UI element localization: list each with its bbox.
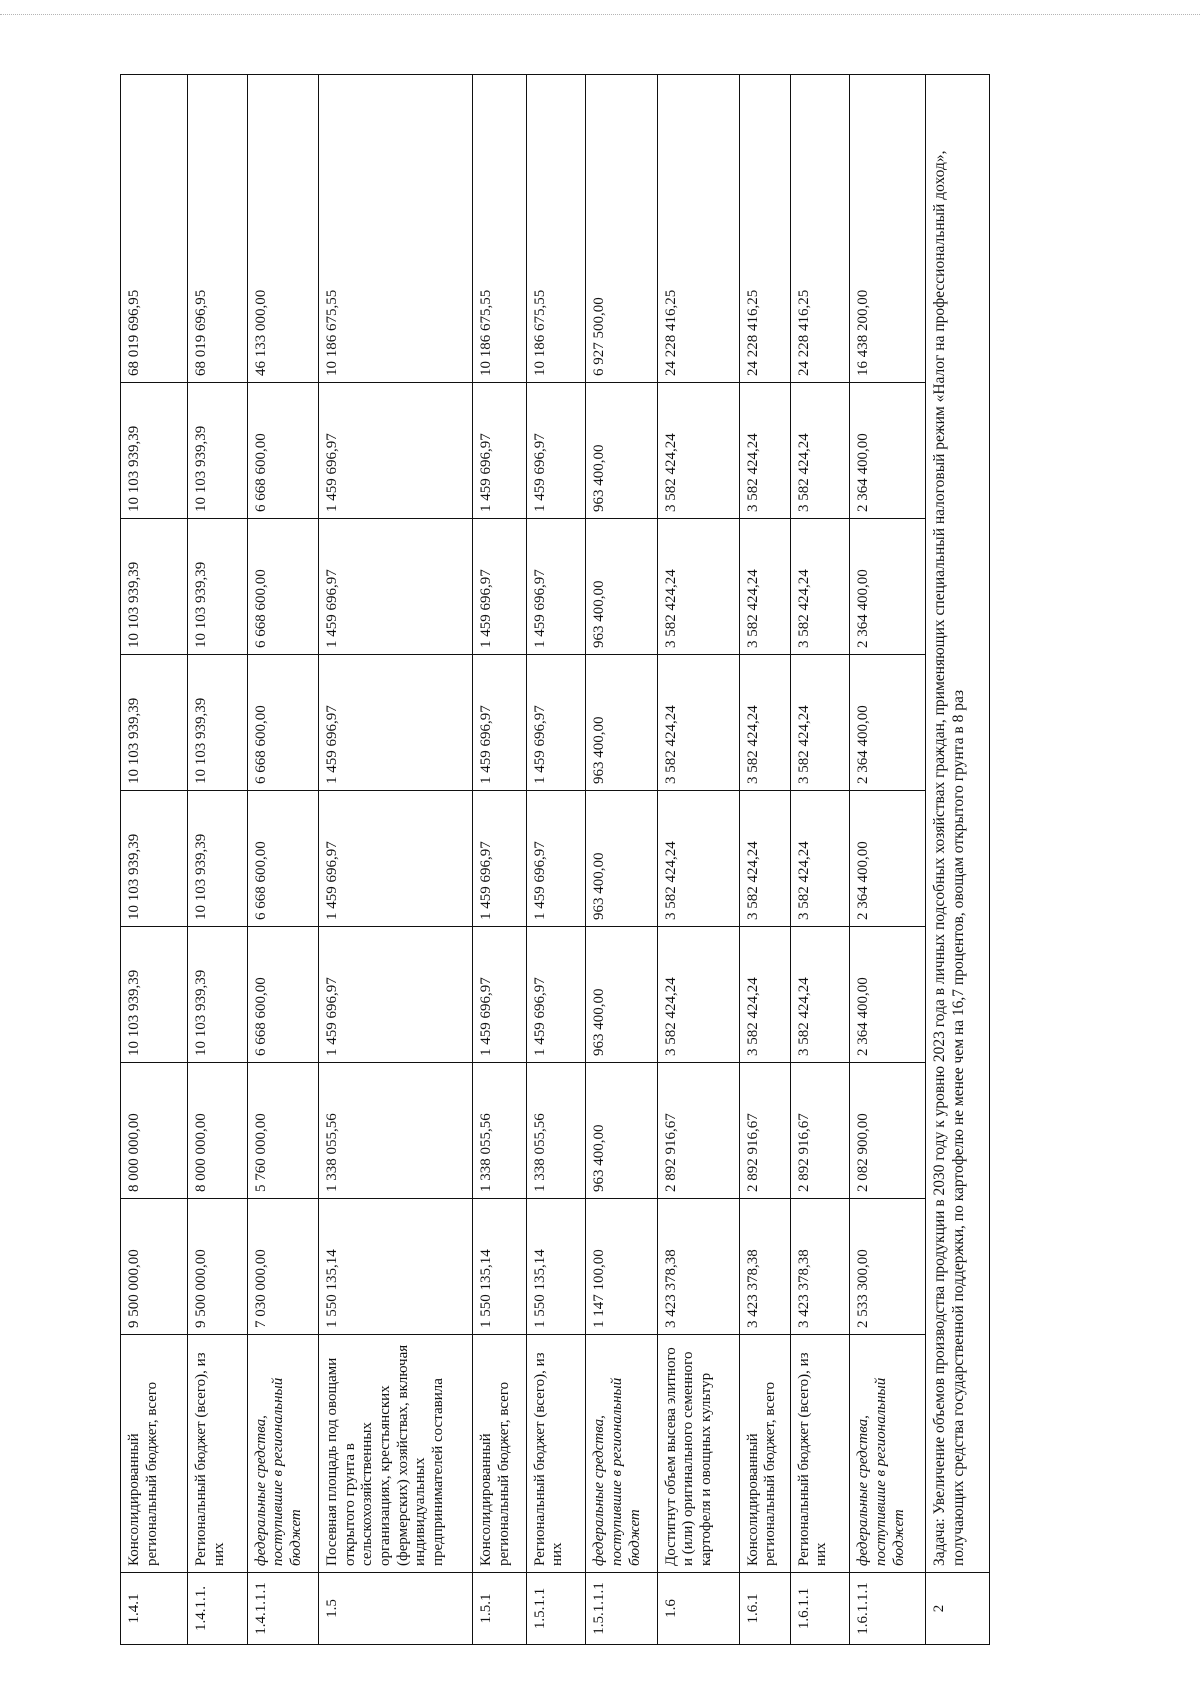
total-cell: 46 133 000,00 bbox=[247, 75, 318, 383]
row-number: 1.4.1.1.1 bbox=[247, 1573, 318, 1645]
value-cell: 10 103 939,39 bbox=[121, 383, 188, 519]
value-cell: 1 338 055,56 bbox=[319, 1063, 473, 1199]
row-name: Консолидированный региональный бюджет, всего bbox=[739, 1335, 790, 1573]
value-cell: 3 582 424,24 bbox=[657, 655, 739, 791]
value-cell: 1 459 696,97 bbox=[319, 927, 473, 1063]
value-cell: 3 582 424,24 bbox=[739, 383, 790, 519]
value-cell: 1 459 696,97 bbox=[319, 383, 473, 519]
value-cell: 10 103 939,39 bbox=[121, 791, 188, 927]
value-cell: 963 400,00 bbox=[586, 383, 657, 519]
row-name: Достигнут объем высева элитного и (или) оригинального семенного картофеля и овощных культур bbox=[657, 1335, 739, 1573]
table-row bbox=[850, 75, 926, 1645]
table-row bbox=[586, 75, 657, 1645]
row-number: 1.5.1 bbox=[473, 1573, 526, 1645]
value-cell: 10 103 939,39 bbox=[121, 519, 188, 655]
value-cell: 6 668 600,00 bbox=[247, 655, 318, 791]
budget-table bbox=[120, 74, 990, 1645]
value-cell: 1 459 696,97 bbox=[526, 927, 586, 1063]
value-cell: 3 582 424,24 bbox=[739, 519, 790, 655]
value-cell: 1 459 696,97 bbox=[526, 519, 586, 655]
scan-edge-line bbox=[0, 14, 1200, 15]
table-row bbox=[657, 75, 739, 1645]
value-cell: 2 364 400,00 bbox=[850, 791, 926, 927]
value-cell: 9 500 000,00 bbox=[188, 1199, 248, 1335]
value-cell: 6 668 600,00 bbox=[247, 383, 318, 519]
table-row bbox=[319, 75, 473, 1645]
row-name: Региональный бюджет (всего), из них bbox=[188, 1335, 248, 1573]
value-cell: 3 423 378,38 bbox=[739, 1199, 790, 1335]
value-cell: 3 582 424,24 bbox=[790, 655, 850, 791]
total-cell: 24 228 416,25 bbox=[657, 75, 739, 383]
value-cell: 1 459 696,97 bbox=[319, 655, 473, 791]
value-cell: 3 582 424,24 bbox=[657, 383, 739, 519]
value-cell: 2 364 400,00 bbox=[850, 927, 926, 1063]
value-cell: 1 459 696,97 bbox=[473, 927, 526, 1063]
value-cell: 1 550 135,14 bbox=[319, 1199, 473, 1335]
value-cell: 3 582 424,24 bbox=[790, 927, 850, 1063]
value-cell: 1 459 696,97 bbox=[319, 519, 473, 655]
value-cell: 3 582 424,24 bbox=[739, 655, 790, 791]
value-cell: 1 459 696,97 bbox=[473, 791, 526, 927]
value-cell: 6 668 600,00 bbox=[247, 519, 318, 655]
row-number: 1.5.1.1 bbox=[526, 1573, 586, 1645]
value-cell: 963 400,00 bbox=[586, 791, 657, 927]
row-number: 1.5 bbox=[319, 1573, 473, 1645]
value-cell: 1 459 696,97 bbox=[526, 655, 586, 791]
total-cell: 68 019 696,95 bbox=[121, 75, 188, 383]
row-number: 1.6.1.1.1 bbox=[850, 1573, 926, 1645]
value-cell: 1 459 696,97 bbox=[526, 791, 586, 927]
row-number: 1.6 bbox=[657, 1573, 739, 1645]
row-name: федеральные средства, поступившие в региональный бюджет bbox=[247, 1335, 318, 1573]
value-cell: 1 459 696,97 bbox=[473, 655, 526, 791]
value-cell: 2 533 300,00 bbox=[850, 1199, 926, 1335]
value-cell: 10 103 939,39 bbox=[188, 655, 248, 791]
value-cell: 5 760 000,00 bbox=[247, 1063, 318, 1199]
value-cell: 2 892 916,67 bbox=[739, 1063, 790, 1199]
total-cell: 10 186 675,55 bbox=[473, 75, 526, 383]
value-cell: 3 582 424,24 bbox=[790, 383, 850, 519]
value-cell: 10 103 939,39 bbox=[188, 383, 248, 519]
total-cell: 6 927 500,00 bbox=[586, 75, 657, 383]
value-cell: 1 459 696,97 bbox=[526, 383, 586, 519]
value-cell: 8 000 000,00 bbox=[121, 1063, 188, 1199]
value-cell: 963 400,00 bbox=[586, 519, 657, 655]
value-cell: 1 338 055,56 bbox=[526, 1063, 586, 1199]
value-cell: 1 459 696,97 bbox=[473, 519, 526, 655]
row-name: Консолидированный региональный бюджет, всего bbox=[121, 1335, 188, 1573]
value-cell: 1 338 055,56 bbox=[473, 1063, 526, 1199]
total-cell: 24 228 416,25 bbox=[790, 75, 850, 383]
value-cell: 2 364 400,00 bbox=[850, 383, 926, 519]
value-cell: 2 892 916,67 bbox=[657, 1063, 739, 1199]
row-number: 1.5.1.1.1 bbox=[586, 1573, 657, 1645]
value-cell: 1 459 696,97 bbox=[473, 383, 526, 519]
value-cell: 3 423 378,38 bbox=[790, 1199, 850, 1335]
table-row bbox=[790, 75, 850, 1645]
value-cell: 1 550 135,14 bbox=[473, 1199, 526, 1335]
value-cell: 963 400,00 bbox=[586, 655, 657, 791]
value-cell: 1 459 696,97 bbox=[319, 791, 473, 927]
value-cell: 3 582 424,24 bbox=[657, 519, 739, 655]
row-name: Региональный бюджет (всего), из них bbox=[526, 1335, 586, 1573]
task-row bbox=[926, 75, 990, 1645]
value-cell: 3 582 424,24 bbox=[790, 519, 850, 655]
table-row bbox=[247, 75, 318, 1645]
value-cell: 2 892 916,67 bbox=[790, 1063, 850, 1199]
value-cell: 2 082 900,00 bbox=[850, 1063, 926, 1199]
table-row bbox=[188, 75, 248, 1645]
value-cell: 2 364 400,00 bbox=[850, 519, 926, 655]
value-cell: 8 000 000,00 bbox=[188, 1063, 248, 1199]
total-cell: 24 228 416,25 bbox=[739, 75, 790, 383]
table-row bbox=[526, 75, 586, 1645]
row-number: 1.4.1 bbox=[121, 1573, 188, 1645]
row-name: федеральные средства, поступившие в региональный бюджет bbox=[850, 1335, 926, 1573]
task-text: Задача: Увеличение объемов производства продукции в 2030 году к уровню 2023 года в личных подсобных хозяйствах граждан, применяющих специальный налоговый режим «Налог на профессиональный доход», получающих средства государственной поддержки, по картофелю не менее чем на 16,7 процентов, овощам открытого грунта в 8 раз bbox=[926, 75, 990, 1573]
value-cell: 10 103 939,39 bbox=[121, 927, 188, 1063]
value-cell: 3 582 424,24 bbox=[790, 791, 850, 927]
value-cell: 1 147 100,00 bbox=[586, 1199, 657, 1335]
total-cell: 10 186 675,55 bbox=[526, 75, 586, 383]
row-name: федеральные средства, поступившие в региональный бюджет bbox=[586, 1335, 657, 1573]
task-number: 2 bbox=[926, 1573, 990, 1645]
rotated-page bbox=[120, 75, 990, 1645]
table-row bbox=[121, 75, 188, 1645]
value-cell: 3 582 424,24 bbox=[739, 791, 790, 927]
value-cell: 6 668 600,00 bbox=[247, 927, 318, 1063]
table-row bbox=[739, 75, 790, 1645]
value-cell: 963 400,00 bbox=[586, 927, 657, 1063]
row-name: Консолидированный региональный бюджет, всего bbox=[473, 1335, 526, 1573]
value-cell: 10 103 939,39 bbox=[188, 927, 248, 1063]
table-body bbox=[121, 75, 990, 1645]
row-number: 1.6.1.1 bbox=[790, 1573, 850, 1645]
row-number: 1.4.1.1. bbox=[188, 1573, 248, 1645]
total-cell: 10 186 675,55 bbox=[319, 75, 473, 383]
row-name: Посевная площадь под овощами открытого грунта в сельскохозяйственных организациях, крестьянских (фермерских) хозяйствах, включая индивидуальных предпринимателей составила bbox=[319, 1335, 473, 1573]
value-cell: 3 582 424,24 bbox=[657, 791, 739, 927]
value-cell: 9 500 000,00 bbox=[121, 1199, 188, 1335]
value-cell: 7 030 000,00 bbox=[247, 1199, 318, 1335]
value-cell: 10 103 939,39 bbox=[188, 791, 248, 927]
value-cell: 3 582 424,24 bbox=[657, 927, 739, 1063]
value-cell: 6 668 600,00 bbox=[247, 791, 318, 927]
value-cell: 10 103 939,39 bbox=[121, 655, 188, 791]
value-cell: 10 103 939,39 bbox=[188, 519, 248, 655]
value-cell: 3 423 378,38 bbox=[657, 1199, 739, 1335]
total-cell: 68 019 696,95 bbox=[188, 75, 248, 383]
table-row bbox=[473, 75, 526, 1645]
total-cell: 16 438 200,00 bbox=[850, 75, 926, 383]
value-cell: 3 582 424,24 bbox=[739, 927, 790, 1063]
row-number: 1.6.1 bbox=[739, 1573, 790, 1645]
value-cell: 963 400,00 bbox=[586, 1063, 657, 1199]
value-cell: 1 550 135,14 bbox=[526, 1199, 586, 1335]
value-cell: 2 364 400,00 bbox=[850, 655, 926, 791]
row-name: Региональный бюджет (всего), из них bbox=[790, 1335, 850, 1573]
